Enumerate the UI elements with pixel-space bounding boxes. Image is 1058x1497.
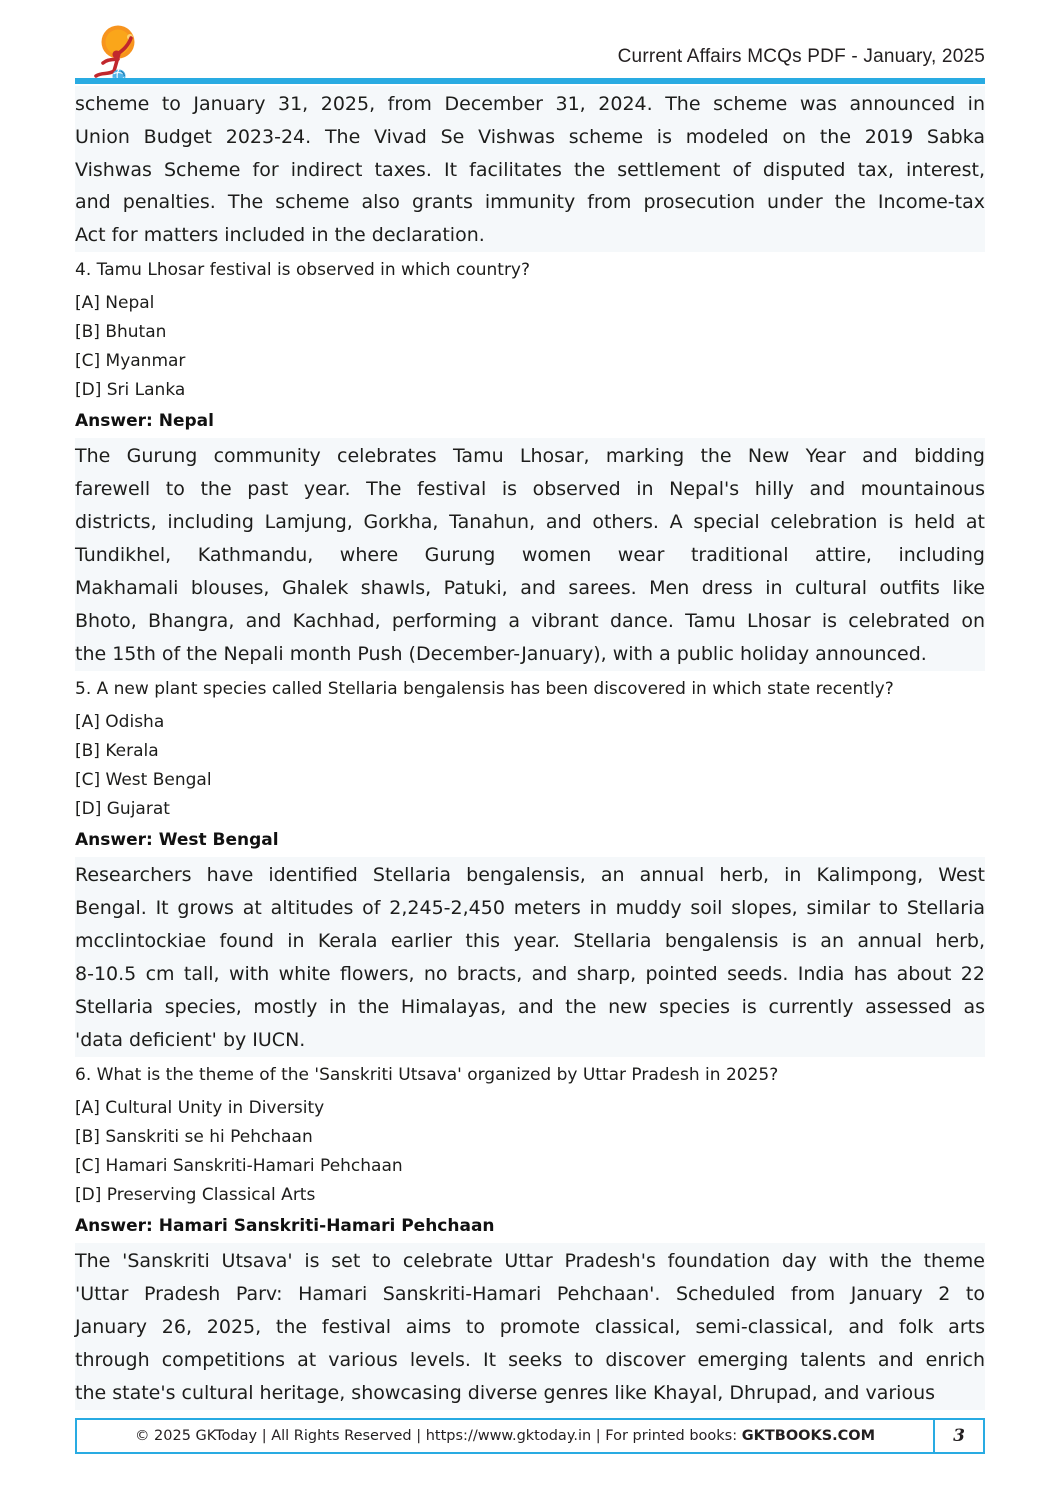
question-text: 6. What is the theme of the 'Sanskriti Utsava' organized by Uttar Pradesh in 2025? (75, 1065, 779, 1085)
paragraph-line: scheme to January 31, 2025, from December 31, 2024. The scheme was announced in (75, 93, 985, 115)
footer-books-site: GKTBOOKS.COM (741, 1428, 876, 1444)
question-block-4 (75, 256, 985, 436)
option-c: [C] Hamari Sanskriti-Hamari Pehchaan (75, 1156, 403, 1176)
paragraph-line: Union Budget 2023-24. The Vivad Se Vishwas scheme is modeled on the 2019 Sabka (75, 125, 985, 148)
paragraph-line: the state's cultural heritage, showcasing diverse genres like Khayal, Dhrupad, and various (75, 1382, 936, 1404)
option-a: [A] Cultural Unity in Diversity (75, 1098, 325, 1118)
option-b: [B] Kerala (75, 741, 159, 761)
dancer-head (113, 51, 121, 59)
page-footer (75, 1418, 985, 1454)
paragraph-line: Bhoto, Bhangra, and Kachhad, performing a vibrant dance. Tamu Lhosar is celebrated on (75, 610, 985, 632)
question-text: 5. A new plant species called Stellaria bengalensis has been discovered in which state recently? (75, 679, 894, 699)
paragraph-line: Vishwas Scheme for indirect taxes. It facilitates the settlement of disputed tax, interest, (75, 158, 985, 181)
option-a: [A] Odisha (75, 712, 165, 732)
paragraph-line: January 26, 2025, the festival aims to promote classical, semi-classical, and folk arts (75, 1316, 985, 1338)
page-number: 3 (933, 1420, 983, 1452)
paragraph-line: 8-10.5 cm tall, with white flowers, no bracts, and sharp, pointed seeds. India has about 22 (75, 963, 985, 985)
gktoday-logo (88, 24, 142, 84)
paragraph-line: mcclintockiae found in Kerala earlier this year. Stellaria bengalensis is an annual herb, (75, 930, 985, 952)
footer-copyright (77, 1420, 933, 1452)
paragraph-line: districts, including Lamjung, Gorkha, Tanahun, and others. A special celebration is held at (75, 511, 985, 533)
explanation-4 (75, 438, 985, 671)
option-c: [C] West Bengal (75, 770, 212, 790)
option-b: [B] Bhutan (75, 322, 167, 342)
paragraph-line: and penalties. The scheme also grants immunity from prosecution under the Income-tax (75, 191, 985, 214)
question-block-5 (75, 675, 985, 855)
sun-core (106, 30, 131, 55)
paragraph-line: Stellaria species, mostly in the Himalayas, and the new species is currently assessed as (75, 996, 985, 1018)
option-d: [D] Preserving Classical Arts (75, 1185, 316, 1205)
paragraph-line: The Gurung community celebrates Tamu Lhosar, marking the New Year and bidding (75, 445, 985, 467)
paragraph-line: Researchers have identified Stellaria bengalensis, an annual herb, in Kalimpong, West (75, 864, 985, 886)
paragraph-line: farewell to the past year. The festival is observed in Nepal's hilly and mountainous (75, 478, 985, 500)
answer-text: Answer: Nepal (75, 411, 214, 431)
header-title: Current Affairs MCQs PDF - January, 2025 (617, 46, 985, 67)
option-b: [B] Sanskriti se hi Pehchaan (75, 1127, 313, 1147)
explanation-5 (75, 857, 985, 1057)
intro-paragraph (75, 86, 985, 252)
answer-text: Answer: Hamari Sanskriti-Hamari Pehchaan (75, 1216, 495, 1236)
paragraph-line: Tundikhel, Kathmandu, where Gurung women wear traditional attire, including (75, 544, 985, 566)
paragraph-line: the 15th of the Nepali month Push (December-January), with a public holiday announced. (75, 643, 927, 665)
paragraph-line: Makhamali blouses, Ghalek shawls, Patuki, and sarees. Men dress in cultural outfits like (75, 577, 985, 599)
footer-copyright-text: © 2025 GKToday | All Rights Reserved | https://www.gktoday.in | For printed books: (134, 1428, 742, 1444)
paragraph-line: 'data deficient' by IUCN. (75, 1029, 306, 1051)
question-block-6 (75, 1061, 985, 1241)
explanation-6 (75, 1243, 985, 1410)
option-a: [A] Nepal (75, 293, 155, 313)
paragraph-line: through competitions at various levels. It seeks to discover emerging talents and enrich (75, 1349, 985, 1371)
paragraph-line: Act for matters included in the declaration. (75, 224, 485, 247)
question-text: 4. Tamu Lhosar festival is observed in which country? (75, 260, 531, 280)
paragraph-line: Bengal. It grows at altitudes of 2,245-2,450 meters in muddy soil slopes, similar to Stellaria (75, 897, 985, 919)
option-d: [D] Gujarat (75, 799, 170, 819)
paragraph-line: 'Uttar Pradesh Parv: Hamari Sanskriti-Hamari Pehchaan'. Scheduled from January 2 to (75, 1283, 985, 1305)
header-divider (75, 78, 985, 84)
option-d: [D] Sri Lanka (75, 380, 186, 400)
answer-text: Answer: West Bengal (75, 830, 279, 850)
paragraph-line: The 'Sanskriti Utsava' is set to celebrate Uttar Pradesh's foundation day with the theme (75, 1250, 985, 1272)
option-c: [C] Myanmar (75, 351, 186, 371)
